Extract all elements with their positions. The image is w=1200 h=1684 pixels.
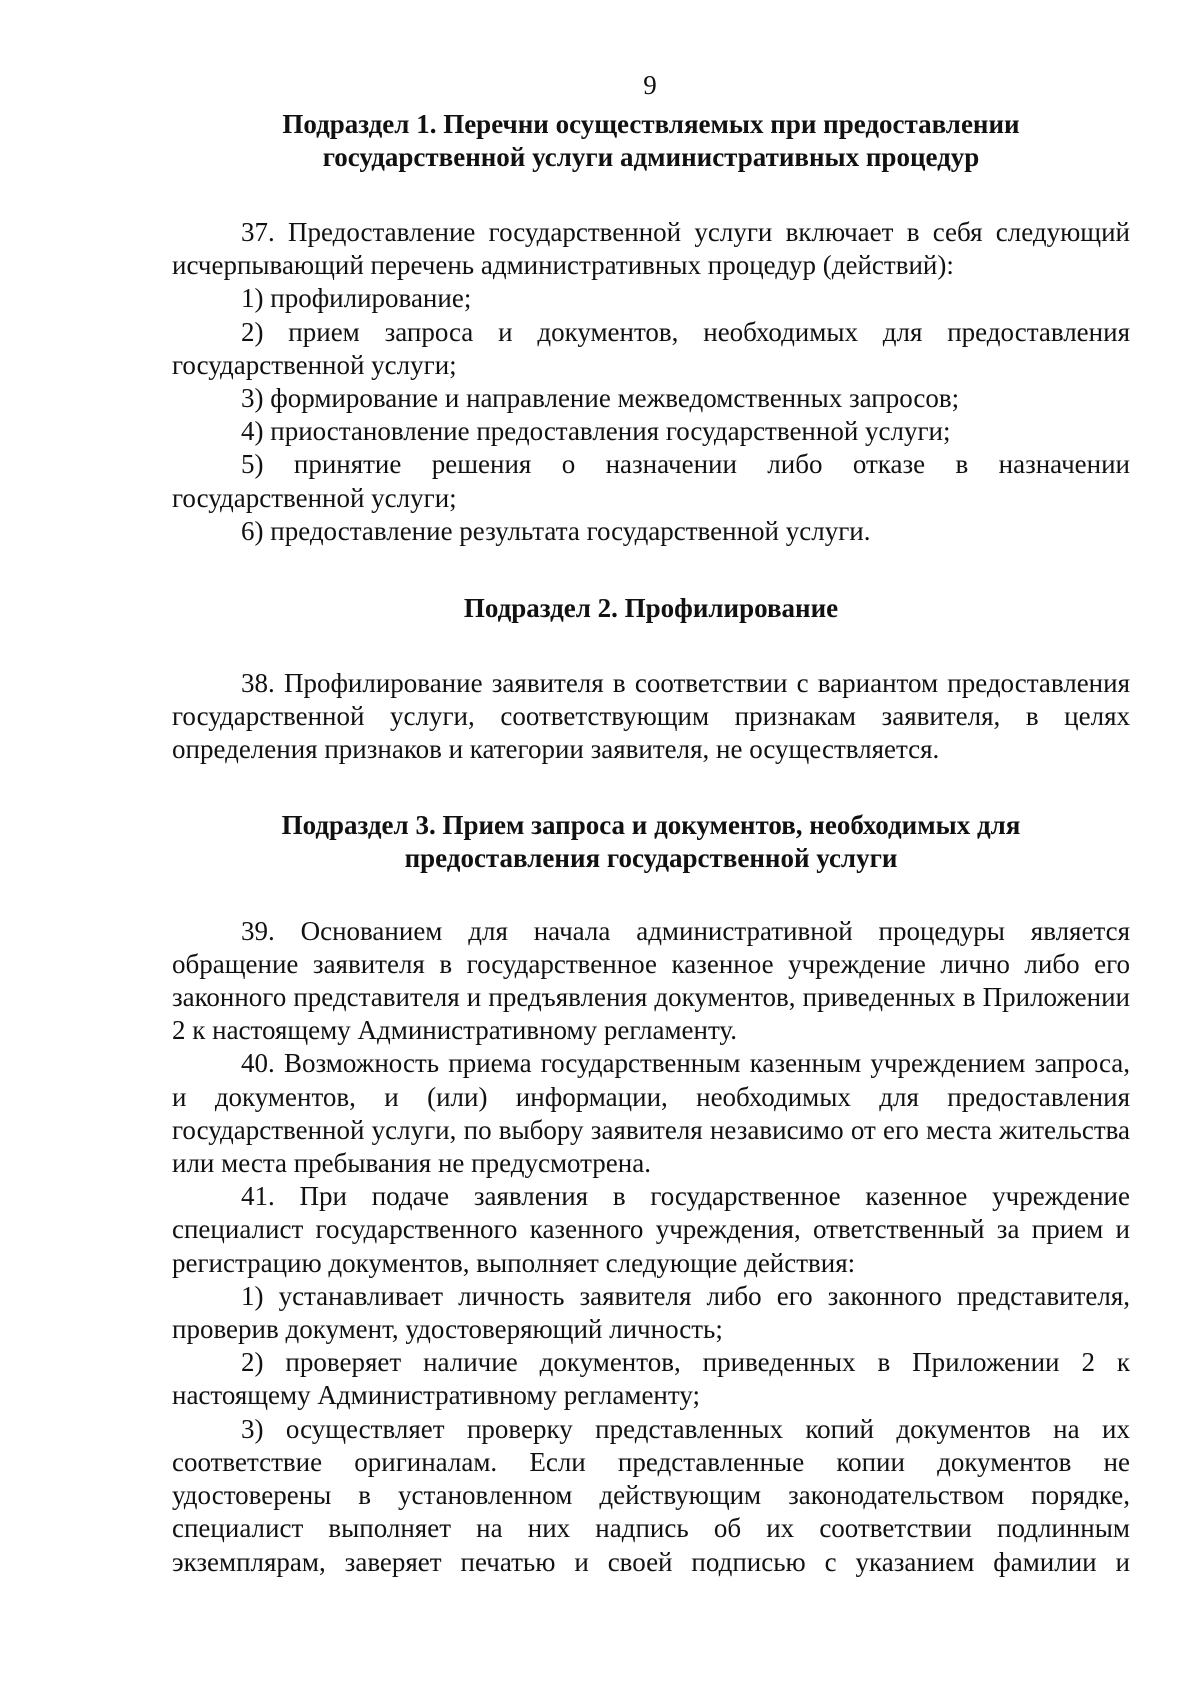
action-item-1: 1) устанавливает личность заявителя либо его законного представителя, проверив документ, удостоверяющий личность; [172, 1280, 1130, 1345]
list-item-4: 4) приостановление предоставления государственной услуги; [241, 416, 951, 447]
subsection-1-heading: Подраздел 1. Перечни осуществляемых при предоставлении государственной услуги административных процедур [282, 109, 1020, 172]
list-item-3: 3) формирование и направление межведомственных запросов; [241, 383, 960, 414]
document-body [172, 108, 1130, 1579]
list-item-1: 1) профилирование; [241, 283, 472, 314]
paragraph-39: 39. Основанием для начала административной процедуры является обращение заявителя в государственное казенное учреждение лично либо его законного представителя и предъявления документов, приведенных в Приложении 2 к настоящему Административному регламенту. [172, 915, 1130, 1046]
paragraph-41: 41. При подаче заявления в государственное казенное учреждение специалист государственного казенного учреждения, ответственный за прием и регистрацию документов, выполняет следующие действия: [172, 1181, 1130, 1278]
subsection-3-heading: Подраздел 3. Прием запроса и документов, необходимых для предоставления государственной услуги [281, 809, 1021, 873]
paragraph-37: 37. Предоставление государственной услуги включает в себя следующий исчерпывающий перечень административных процедур (действий): [172, 217, 1130, 281]
action-item-2: 2) проверяет наличие документов, приведенных в Приложении 2 к настоящему Административному регламенту; [172, 1347, 1130, 1411]
page-number: 9 [643, 70, 657, 100]
list-item-2: 2) прием запроса и документов, необходимых для предоставления государственной услуги; [172, 316, 1130, 380]
list-item-6: 6) предоставление результата государственной услуги. [241, 515, 871, 546]
list-item-5: 5) принятие решения о назначении либо отказе в назначении государственной услуги; [172, 449, 1130, 513]
paragraph-38: 38. Профилирование заявителя в соответствии с вариантом предоставления государственной услуги, соответствующим признакам заявителя, в целях определения признаков и категории заявителя, не осуществляется. [172, 668, 1130, 765]
action-item-3: 3) осуществляет проверку представленных копий документов на их соответствие оригиналам. Если представленные копии документов не удостоверены в установленном действующим законодательством порядке, специалист выполняет на них надпись об их соответствии подлинным экземплярам, заверяет печатью и своей подписью с указанием фамилии и [172, 1413, 1130, 1577]
subsection-2-heading: Подраздел 2. Профилирование [463, 593, 839, 624]
paragraph-40: 40. Возможность приема государственным казенным учреждением запроса, и документов, и (или) информации, необходимых для предоставления государственной услуги, по выбору заявителя независимо от его места жительства или места пребывания не предусмотрена. [172, 1048, 1130, 1179]
